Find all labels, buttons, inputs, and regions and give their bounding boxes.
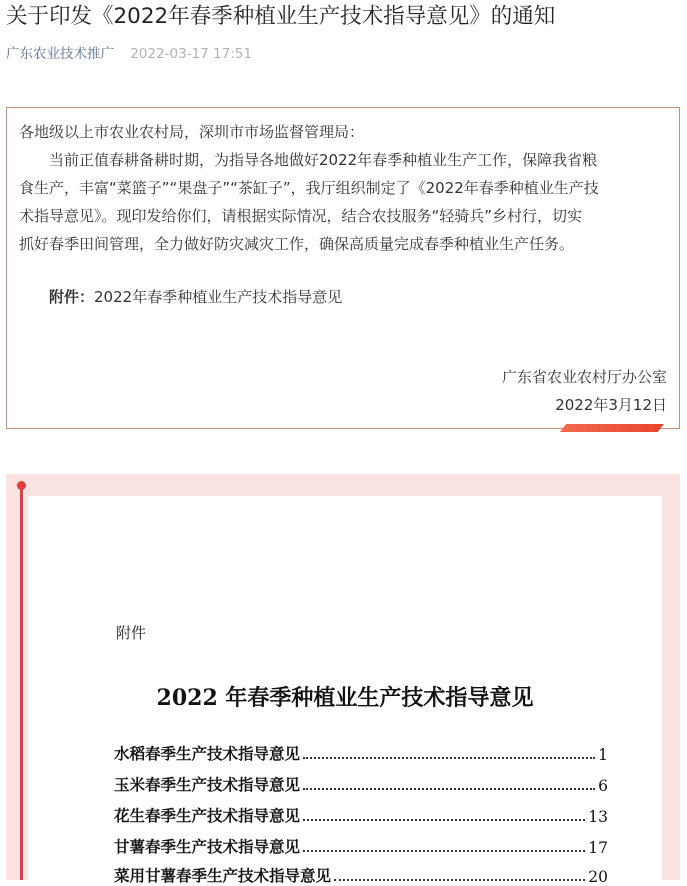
salutation: 各地级以上市农业农村局，深圳市市场监督管理局： — [19, 123, 365, 141]
signer: 广东省农业农村厅办公室 — [501, 368, 667, 386]
article-meta — [6, 44, 252, 64]
attachment-heading: 附件 — [116, 624, 147, 642]
body-line: 抓好春季田间管理，全力做好防灾减灾工作，确保高质量完成春季种植业生产任务。 — [19, 235, 575, 253]
toc-leader — [303, 819, 585, 821]
toc-leader — [303, 850, 585, 852]
toc-item-page: 6 — [598, 777, 608, 795]
attachment-name: 2022年春季种植业生产技术指导意见 — [94, 288, 343, 306]
toc-item-label: 玉米春季生产技术指导意见 — [114, 775, 301, 794]
document-title: 2022 年春季种植业生产技术指导意见 — [156, 685, 534, 711]
toc-item — [114, 773, 608, 795]
toc-leader — [303, 788, 595, 790]
document-page — [28, 496, 662, 886]
toc-item-label: 花生春季生产技术指导意见 — [114, 806, 301, 825]
toc-item — [114, 742, 608, 764]
attachment-label: 附件： — [49, 288, 95, 306]
toc-leader — [303, 757, 595, 759]
toc-item-page: 17 — [588, 839, 608, 857]
toc-item-page: 1 — [598, 746, 608, 764]
decorative-ribbon — [560, 424, 664, 432]
toc-item — [114, 864, 608, 886]
toc-leader — [334, 879, 585, 881]
toc-item — [114, 804, 608, 826]
toc-item-label: 水稻春季生产技术指导意见 — [114, 744, 301, 763]
decorative-line — [20, 484, 23, 880]
toc-item-label: 菜用甘薯春季生产技术指导意见 — [114, 866, 332, 885]
document-image — [6, 474, 680, 886]
publish-time: 2022-03-17 17:51 — [130, 46, 252, 62]
account-name-link[interactable]: 广东农业技术推广 — [6, 46, 114, 62]
decorative-dot-icon — [17, 481, 26, 490]
toc-item-page: 13 — [588, 808, 608, 826]
toc-item-label: 甘薯春季生产技术指导意见 — [114, 837, 301, 856]
notice-box — [6, 107, 680, 429]
attachment-line — [49, 286, 342, 308]
body-line: 当前正值春耕备耕时期，为指导各地做好2022年春季种植业生产工作，保障我省粮 — [49, 151, 598, 169]
toc-item — [114, 835, 608, 857]
toc-item-page: 20 — [588, 868, 608, 886]
article-title: 关于印发《2022年春季种植业生产技术指导意见》的通知 — [6, 4, 556, 29]
body-line: 术指导意见》。现印发给你们，请根据实际情况，结合农技服务“轻骑兵”乡村行，切实 — [19, 207, 583, 225]
notice-date: 2022年3月12日 — [555, 396, 667, 414]
body-line: 食生产，丰富“菜篮子”“果盘子”“茶缸子”，我厅组织制定了《2022年春季种植业生产技 — [19, 179, 599, 197]
